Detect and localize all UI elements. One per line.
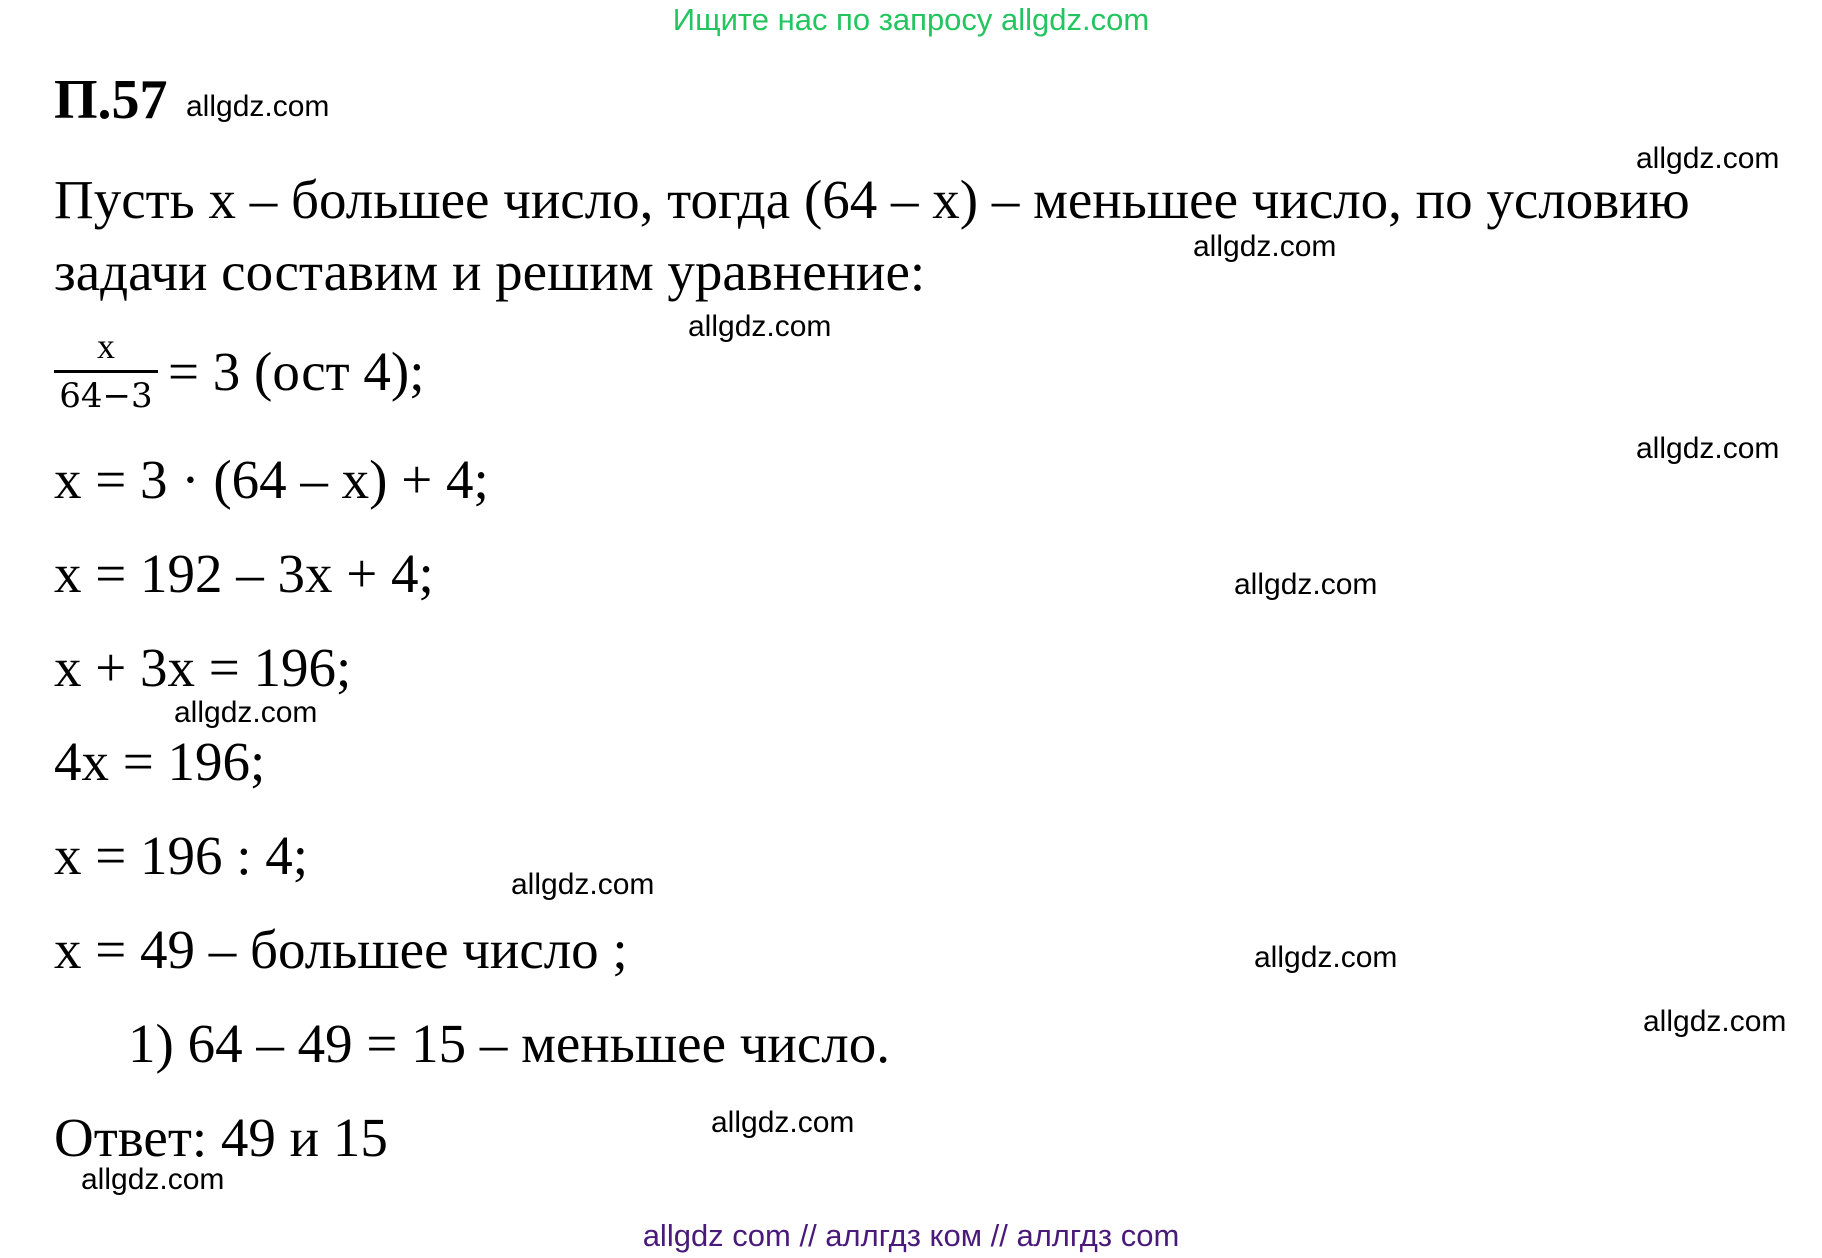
fraction-denominator: 64−3 xyxy=(59,376,153,416)
watermark: allgdz.com xyxy=(1636,432,1780,465)
watermark: allgdz.com xyxy=(1643,1005,1787,1038)
equation-6: х = 49 – большее число ; xyxy=(54,919,628,980)
fraction xyxy=(54,326,158,416)
task-site-mark: allgdz.com xyxy=(186,90,330,123)
watermark: allgdz.com xyxy=(174,696,318,729)
watermark: allgdz.com xyxy=(1193,230,1337,263)
watermark: allgdz.com xyxy=(1636,142,1780,175)
fraction-numerator: х xyxy=(97,326,115,366)
equation-5: х = 196 : 4; xyxy=(54,825,309,886)
task-number: П.57 xyxy=(54,69,168,131)
equation-2: х = 192 – 3х + 4; xyxy=(54,543,434,604)
equation-3: х + 3х = 196; xyxy=(54,637,352,698)
equation-1: х = 3 · (64 – х) + 4; xyxy=(54,449,489,510)
intro-line-1: Пусть х – большее число, тогда (64 – х) – меньшее число, по условию xyxy=(54,169,1690,230)
top-banner: Ищите нас по запросу allgdz.com xyxy=(672,2,1150,37)
intro-line-2: задачи составим и решим уравнение: xyxy=(54,241,926,302)
fraction-bar xyxy=(54,370,158,373)
answer: Ответ: 49 и 15 xyxy=(54,1107,388,1168)
watermark: allgdz.com xyxy=(688,310,832,343)
watermark: allgdz.com xyxy=(711,1106,855,1139)
equation-0-tail: = 3 (ост 4); xyxy=(168,341,425,402)
watermark: allgdz.com xyxy=(1234,568,1378,601)
watermark: allgdz.com xyxy=(511,868,655,901)
watermark: allgdz.com xyxy=(1254,941,1398,974)
equation-4: 4х = 196; xyxy=(54,731,266,792)
watermark: allgdz.com xyxy=(81,1163,225,1196)
footer-banner: allgdz com // аллгдз ком // аллгдз com xyxy=(642,1218,1180,1253)
step-1: 1) 64 – 49 = 15 – меньшее число. xyxy=(128,1013,890,1074)
